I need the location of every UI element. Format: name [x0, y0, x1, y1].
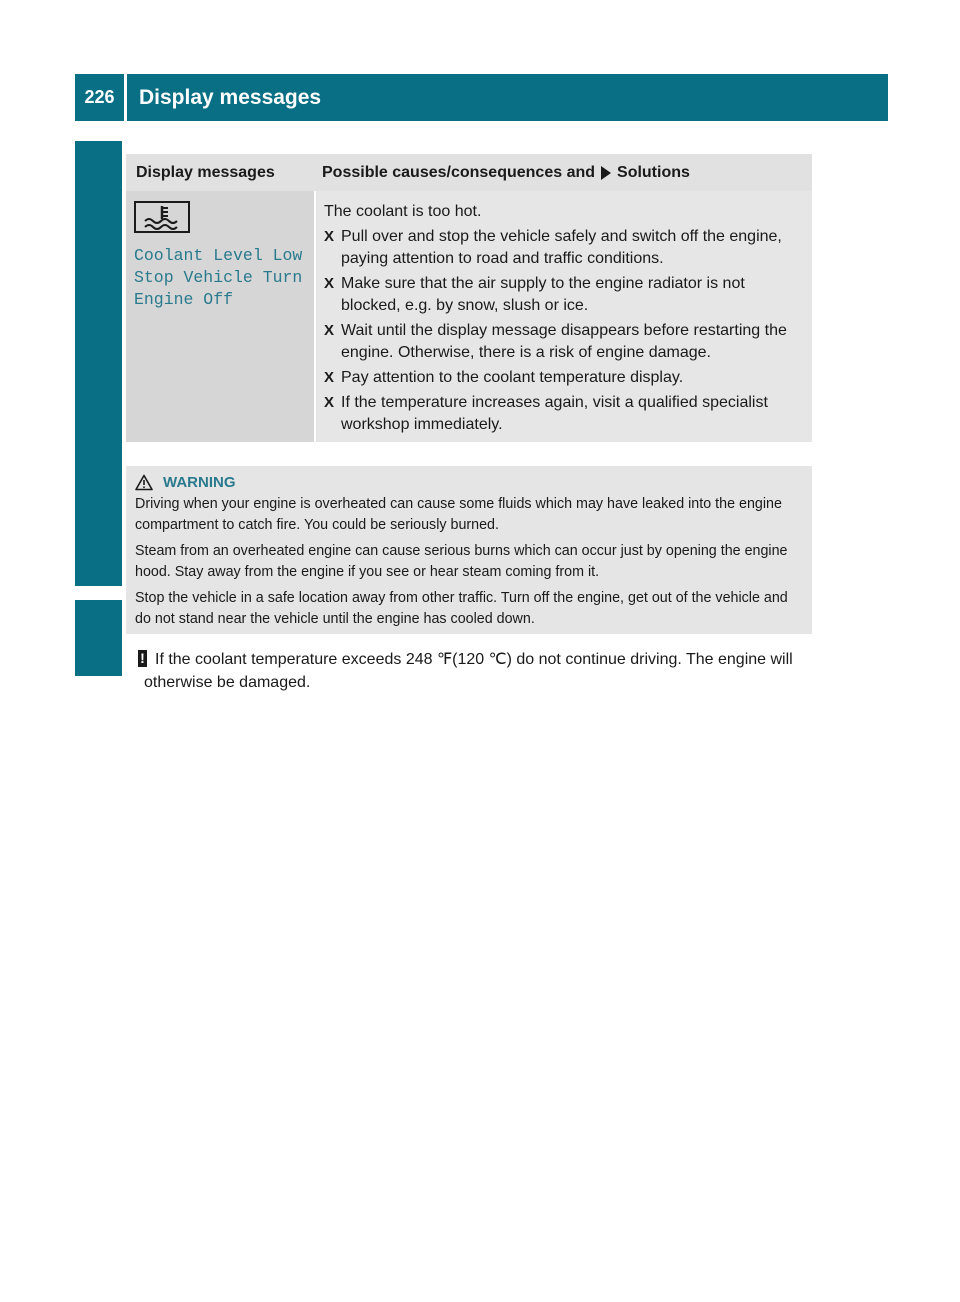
step-marker-icon: X — [324, 394, 335, 411]
list-item — [324, 367, 804, 389]
list-item — [324, 392, 804, 436]
solutions-cell — [316, 191, 812, 442]
warning-paragraph: Steam from an overheated engine can cause serious burns which can occur just by opening the engine hood. Stay away from the engine if you see or hear steam coming from it. — [135, 543, 788, 580]
step-text: Wait until the display message disappears before restarting the engine. Otherwise, there is a risk of engine damage. — [341, 322, 787, 361]
warning-header — [135, 470, 804, 494]
step-text: If the temperature increases again, visit a qualified specialist workshop immediately. — [341, 394, 768, 433]
list-item — [324, 320, 804, 364]
table-row — [126, 191, 812, 442]
step-text: Pay attention to the coolant temperature display. — [341, 369, 684, 386]
step-marker-icon: X — [324, 228, 335, 245]
exclamation-icon: ! — [138, 650, 147, 667]
column-header-solutions-text: Solutions — [617, 163, 690, 181]
play-arrow-icon — [601, 166, 611, 180]
list-item — [324, 273, 804, 317]
message-line: Coolant Level Low — [134, 246, 303, 265]
table-header-row — [126, 154, 812, 191]
warning-box — [126, 466, 812, 634]
step-marker-icon: X — [324, 369, 335, 386]
display-messages-table — [126, 154, 812, 442]
message-line: Engine Off — [134, 290, 234, 309]
display-message-cell — [126, 191, 314, 442]
step-marker-icon: X — [324, 322, 335, 339]
page-number: 226 — [75, 74, 127, 121]
damage-note — [126, 648, 816, 694]
step-text: Make sure that the air supply to the engine radiator is not blocked, e.g. by snow, slush or ice. — [341, 275, 745, 314]
cause-text: The coolant is too hot. — [324, 203, 482, 220]
solution-steps — [324, 226, 804, 436]
step-text: Pull over and stop the vehicle safely and switch off the engine, paying attention to road and traffic conditions. — [341, 228, 782, 267]
column-header-display-messages: Display messages — [136, 163, 275, 181]
page-header — [75, 74, 888, 121]
chapter-tab-marker — [75, 597, 122, 676]
message-line: Stop Vehicle Turn — [134, 268, 303, 287]
column-header-solutions — [314, 154, 812, 191]
warning-paragraph: Driving when your engine is overheated can cause some fluids which may have leaked into the engine compartment to catch fire. You could be seriously burned. — [135, 496, 782, 533]
warning-triangle-icon — [135, 474, 153, 491]
section-title: Display messages — [139, 85, 322, 109]
coolant-temperature-icon-glyph — [142, 204, 182, 230]
step-marker-icon: X — [324, 275, 335, 292]
coolant-temperature-icon — [134, 201, 190, 233]
display-message-text — [134, 245, 306, 311]
column-header-causes-text: Possible causes/consequences and — [322, 163, 596, 181]
chapter-tab — [75, 141, 122, 586]
note-text: If the coolant temperature exceeds 248 ℉(120 ℃) do not continue driving. The engine will otherwise be damaged. — [144, 651, 793, 691]
warning-paragraph: Stop the vehicle in a safe location away from other traffic. Turn off the engine, get out of the vehicle and do not stand near the vehicle until the engine has cooled down. — [135, 590, 788, 627]
list-item — [324, 226, 804, 270]
warning-title: WARNING — [163, 473, 236, 491]
